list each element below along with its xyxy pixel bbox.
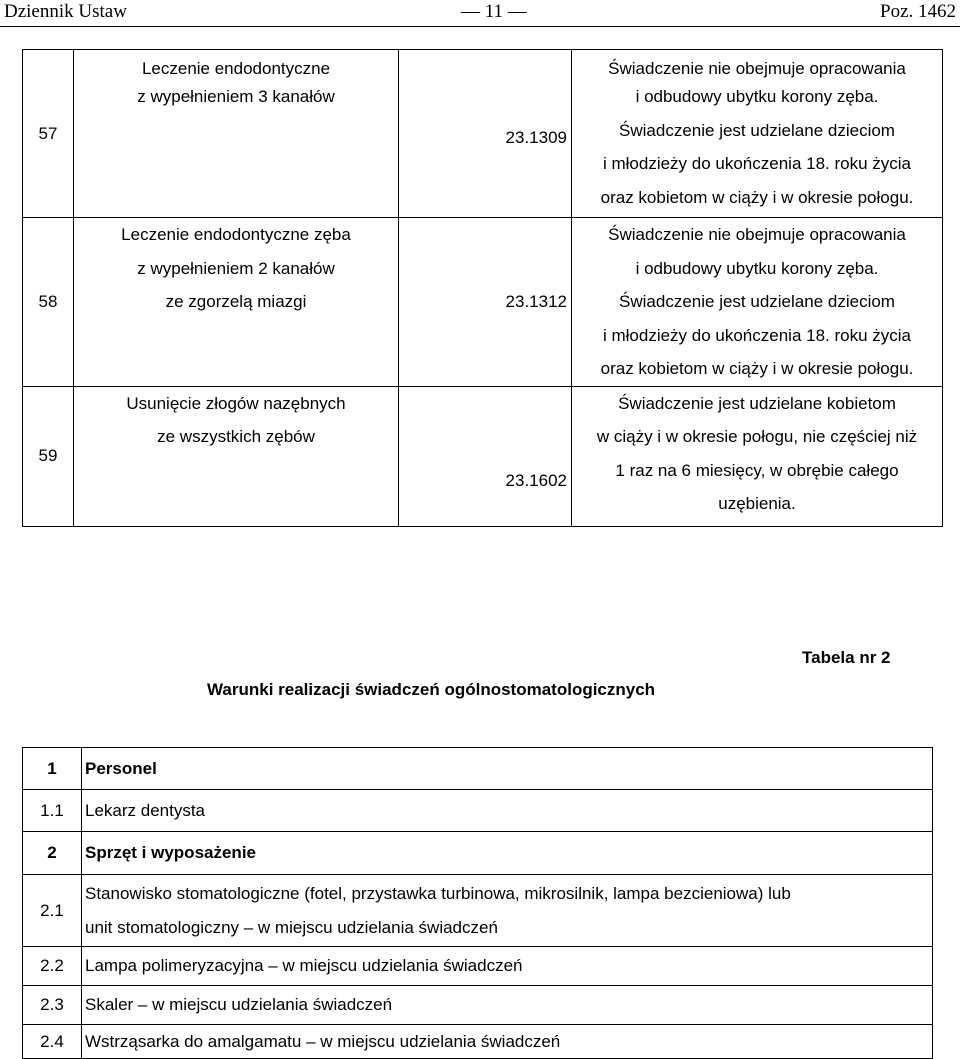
description-line: oraz kobietom w ciąży i w okresie połogu.: [600, 187, 914, 207]
text-line: Stanowisko stomatologiczne (fotel, przystawka turbinowa, mikrosilnik, lampa bezcieniowa) lub: [85, 883, 791, 903]
procedure-code: 23.1309: [399, 50, 572, 218]
row-number: 1.1: [23, 790, 82, 832]
table-row: [23, 1025, 933, 1059]
table-row: [23, 832, 933, 875]
procedure-name: [74, 218, 399, 387]
procedure-code: 23.1312: [399, 218, 572, 387]
name-line: Leczenie endodontyczne: [141, 59, 331, 78]
description-line: Świadczenie jest udzielane kobietom: [618, 393, 896, 413]
row-number: 2: [23, 832, 82, 875]
name-line: z wypełnieniem 3 kanałów: [137, 87, 335, 106]
row-text: [82, 875, 933, 947]
row-number: 57: [23, 50, 74, 218]
name-line: ze wszystkich zębów: [157, 427, 315, 446]
procedure-name: [74, 386, 399, 526]
table-row: [23, 875, 933, 947]
description-line: Świadczenie nie obejmuje opracowania: [608, 225, 906, 244]
procedure-description: [572, 386, 943, 526]
row-text: Sprzęt i wyposażenie: [82, 832, 933, 875]
procedure-code: 23.1602: [399, 386, 572, 526]
row-text: Personel: [82, 748, 933, 790]
description-line: i młodzieży do ukończenia 18. roku życia: [602, 154, 912, 173]
description-line: w ciąży i w okresie połogu, nie częściej niż: [596, 427, 918, 446]
description-line: Świadczenie jest udzielane dzieciom: [619, 120, 895, 140]
procedure-description: [572, 50, 943, 218]
description-line: Świadczenie jest udzielane dzieciom: [619, 292, 895, 311]
table-row: [23, 790, 933, 832]
page-number: — 11 —: [461, 1, 527, 22]
journal-name: Dziennik Ustaw: [4, 1, 127, 22]
description-line: i odbudowy ubytku korony zęba.: [635, 258, 879, 278]
row-number: 2.4: [23, 1025, 82, 1059]
name-line: z wypełnieniem 2 kanałów: [137, 258, 335, 278]
row-text: Wstrząsarka do amalgamatu – w miejscu udzielania świadczeń: [82, 1025, 933, 1059]
row-number: 1: [23, 748, 82, 790]
position-number: Poz. 1462: [880, 1, 956, 22]
name-line: Leczenie endodontyczne zęba: [121, 225, 351, 244]
row-number: 59: [23, 386, 74, 526]
row-number: 2.1: [23, 875, 82, 947]
row-text: Lekarz dentysta: [82, 790, 933, 832]
text-line: unit stomatologiczny – w miejscu udzielania świadczeń: [85, 917, 498, 937]
procedure-description: [572, 218, 943, 387]
section-title: Warunki realizacji świadczeń ogólnostomatologicznych: [207, 680, 656, 699]
description-line: i młodzieży do ukończenia 18. roku życia: [602, 325, 912, 345]
description-line: i odbudowy ubytku korony zęba.: [635, 87, 879, 106]
name-line: ze zgorzelą miazgi: [165, 292, 307, 311]
table-row: [23, 986, 933, 1025]
row-number: 58: [23, 218, 74, 387]
requirements-table: [22, 747, 933, 1059]
table-row: [23, 947, 933, 986]
row-text: Lampa polimeryzacyjna – w miejscu udzielania świadczeń: [82, 947, 933, 986]
running-header: [0, 0, 960, 27]
description-line: uzębienia.: [718, 494, 796, 513]
row-number: 2.2: [23, 947, 82, 986]
row-text: Skaler – w miejscu udzielania świadczeń: [82, 986, 933, 1025]
table-row: [23, 50, 943, 218]
description-line: 1 raz na 6 miesięcy, w obrębie całego: [615, 460, 899, 480]
table-label: Tabela nr 2: [802, 648, 891, 667]
procedure-name: [74, 50, 399, 218]
description-line: Świadczenie nie obejmuje opracowania: [608, 59, 906, 78]
table-row: [23, 386, 943, 526]
procedures-table: [22, 49, 943, 527]
name-line: Usunięcie złogów nazębnych: [126, 393, 346, 413]
description-line: oraz kobietom w ciąży i w okresie połogu.: [600, 359, 914, 378]
table-row: [23, 218, 943, 387]
row-number: 2.3: [23, 986, 82, 1025]
table-row: [23, 748, 933, 790]
